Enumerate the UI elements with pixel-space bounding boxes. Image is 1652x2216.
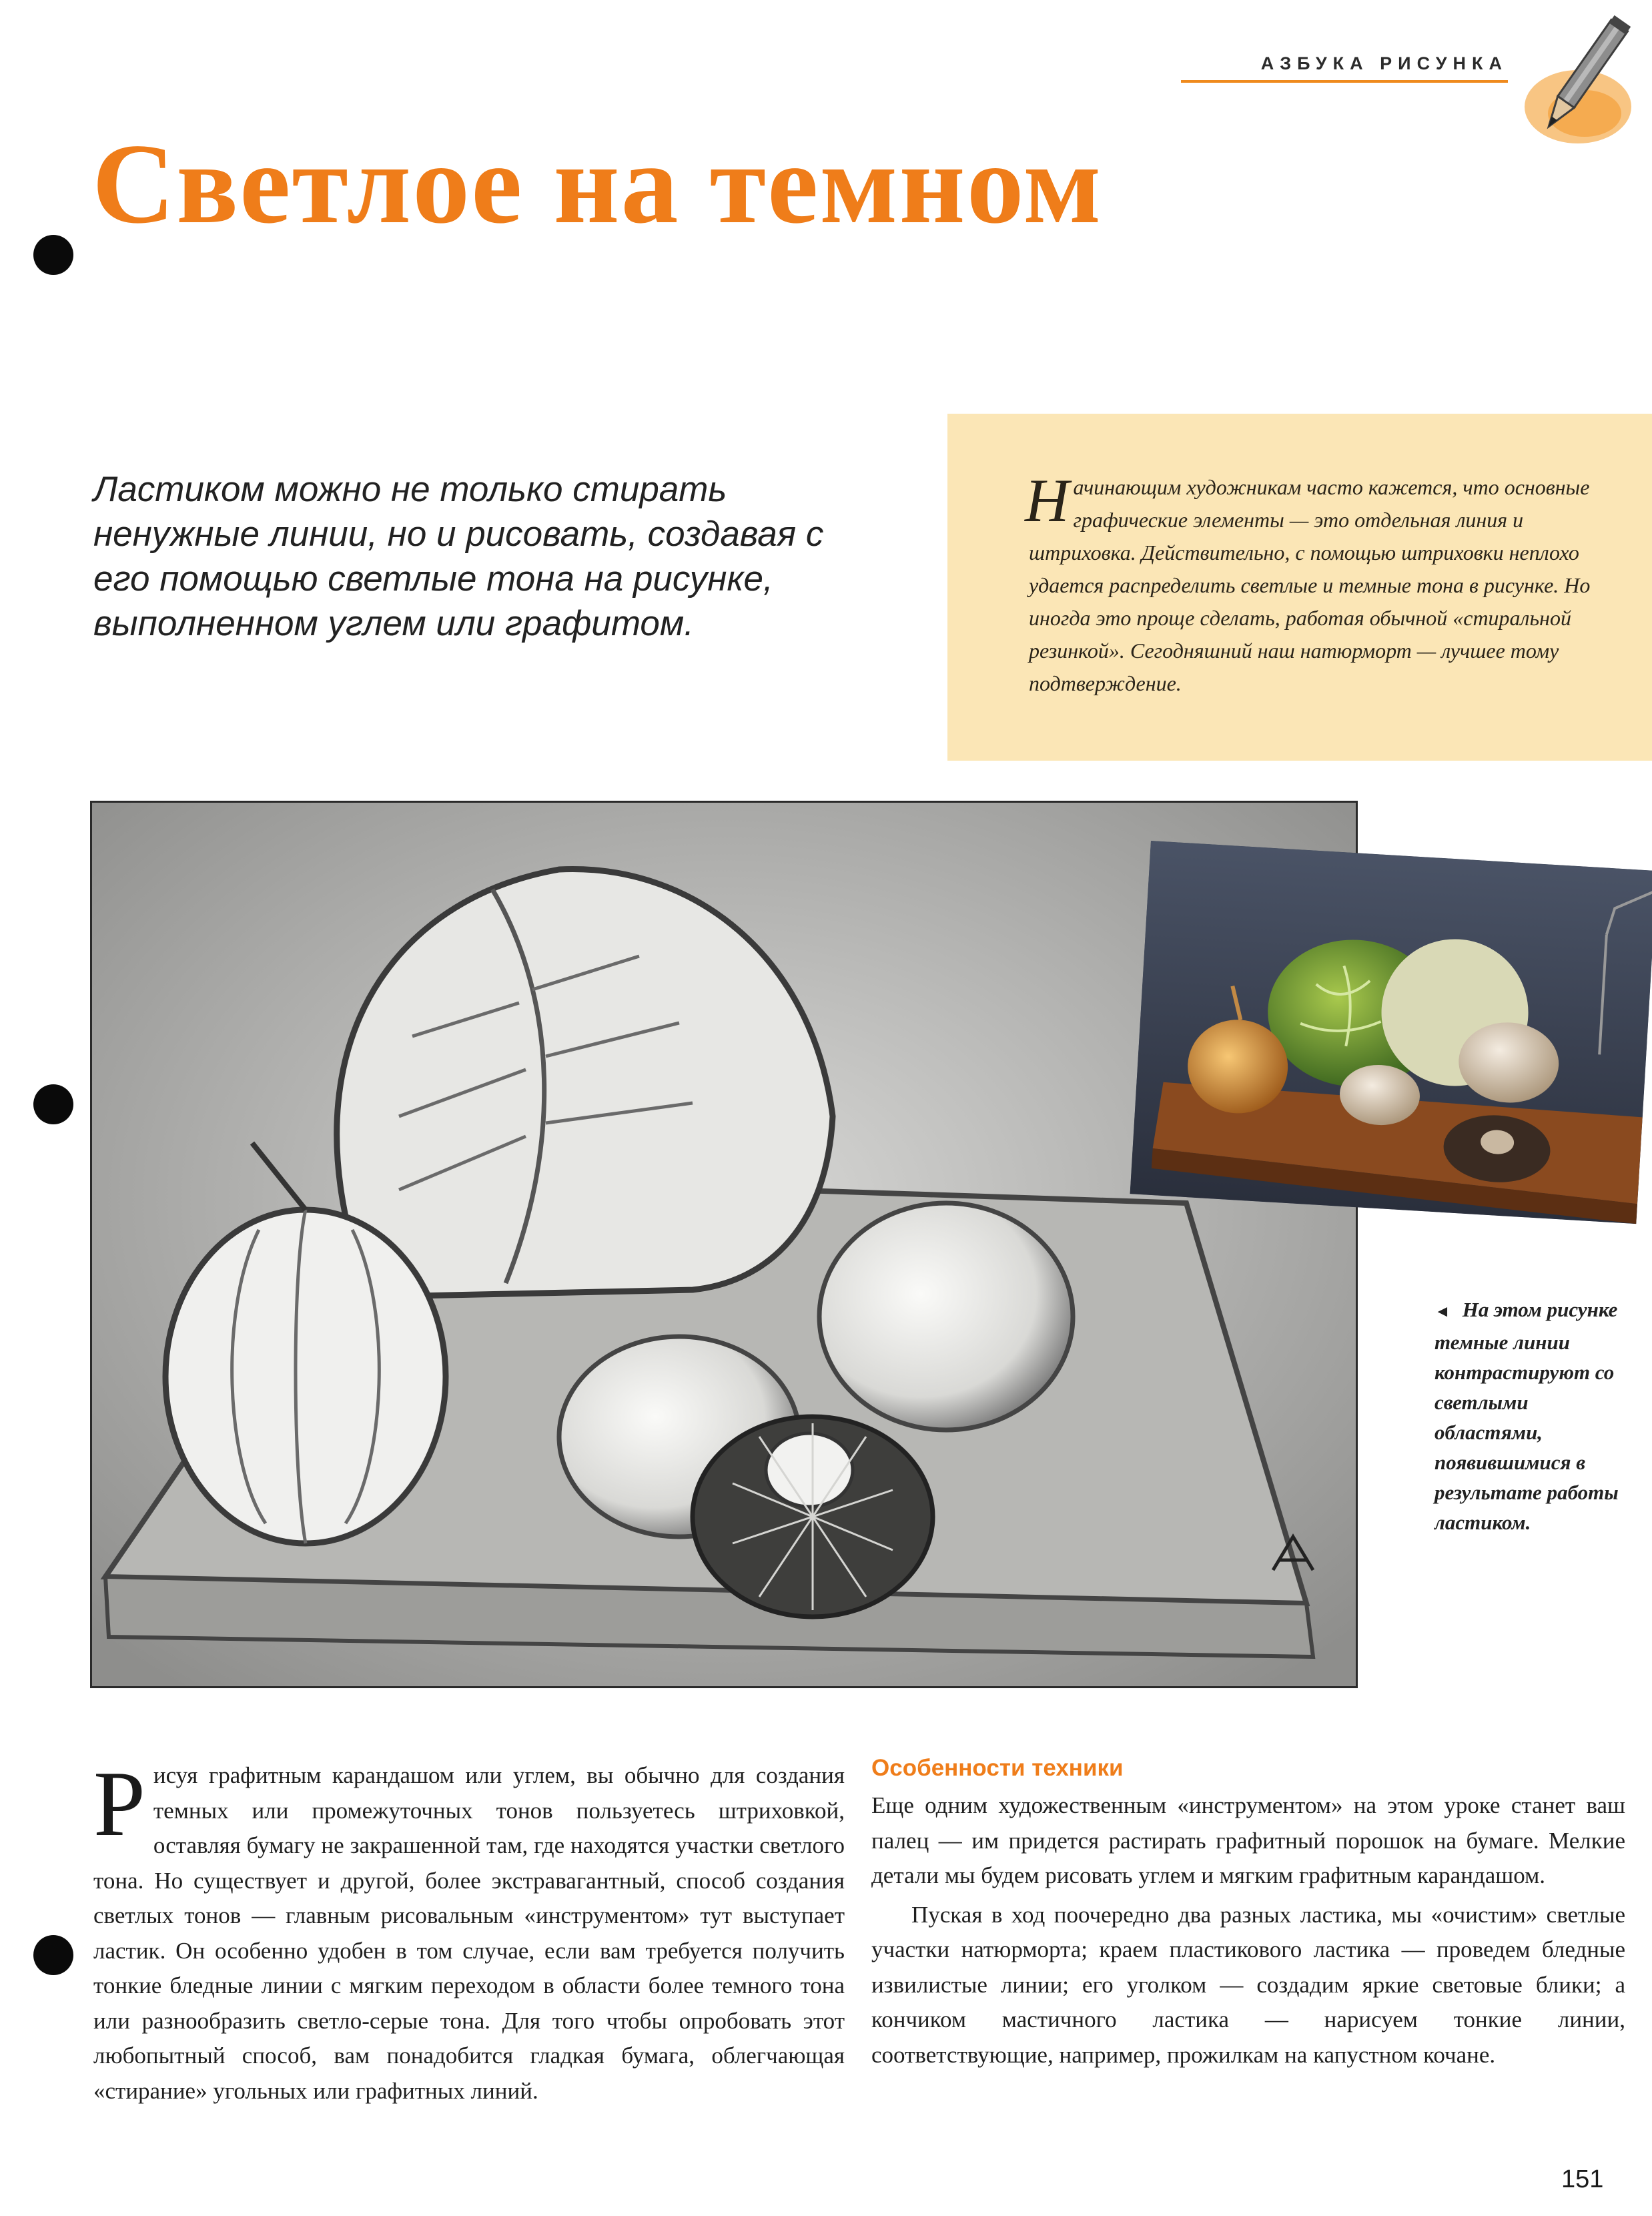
body-right-paragraph-2: Пуская в ход поочередно два разных ластика, мы «очистим» светлые участки натюрморта; краем пластикового ластика — проведем бледные извилистые линии; его уголком — создадим яркие световые блики; а кончиком мастичного ластика — нарисуем тонкие линии, соответствующие, например, прожилкам на капустном кочане. xyxy=(871,1901,1625,2068)
photo-caption xyxy=(1434,1295,1641,1537)
body-column-right xyxy=(871,1788,1625,2073)
page-number: 151 xyxy=(1561,2165,1604,2193)
caption-text: На этом рисунке темные линии контрастируют со светлыми областями, появившимися в результате работы ластиком. xyxy=(1434,1298,1619,1534)
page-title: Светлое на темном xyxy=(92,121,1103,248)
body-drop-cap: Р xyxy=(93,1752,145,1856)
body-right-paragraph-1: Еще одним художественным «инструментом» на этом уроке станет ваш палец — им придется растирать графитный порошок на бумаге. Мелкие детали мы будем рисовать углем и мягким графитным карандашом. xyxy=(871,1792,1625,1888)
sidebar-drop-cap: Н xyxy=(1025,466,1070,534)
lead-paragraph: Ластиком можно не только стирать ненужные линии, но и рисовать, создавая с его помощью светлые тона на рисунке, выполненном углем или графитом. xyxy=(93,470,824,643)
body-left-text: исуя графитным карандашом или углем, вы обычно для создания темных или промежуточных тонов пользуетесь штриховкой, оставляя бумагу не закрашенной там, где находятся участки светлого тона. Но существует и другой, более экстравагантный, способ создания светлых тонов — главным рисовальным «инструментом» тут выступает ластик. Он особенно удобен в том случае, если вам требуется получить тонкие бледные линии с мягким переходом в области более темного тона или разнообразить светло-серые тона. Для того чтобы опробовать этот любопытный способ, вам понадобится гладкая бумага, облегчающая «стирание» угольных или графитных линий. xyxy=(93,1762,845,2104)
binder-hole-top xyxy=(33,235,73,275)
still-life-photo xyxy=(1130,841,1652,1224)
section-rule xyxy=(1181,80,1508,83)
body-column-left xyxy=(93,1752,845,2109)
photo-illustration xyxy=(1130,841,1652,1224)
binder-hole-middle xyxy=(33,1084,73,1124)
intro-sidebar xyxy=(947,414,1652,761)
section-label: АЗБУКА РИСУНКА xyxy=(1260,53,1508,73)
sidebar-text: ачинающим художникам часто кажется, что основные графические элементы — это отдельная линия и штриховка. Действительно, с помощью штриховки неплохо удается распределить светлые и темные тона в рисунке. Но иногда это проще сделать, работая обычной «стиральной резинкой». Сегодняшний наш натюрморт — лучшее тому подтверждение. xyxy=(1029,475,1591,695)
technique-subheading: Особенности техники xyxy=(871,1755,1124,1781)
pencil-icon xyxy=(1515,13,1648,153)
binder-hole-bottom xyxy=(33,1935,73,1975)
caption-arrow-icon: ◄ xyxy=(1434,1303,1451,1321)
